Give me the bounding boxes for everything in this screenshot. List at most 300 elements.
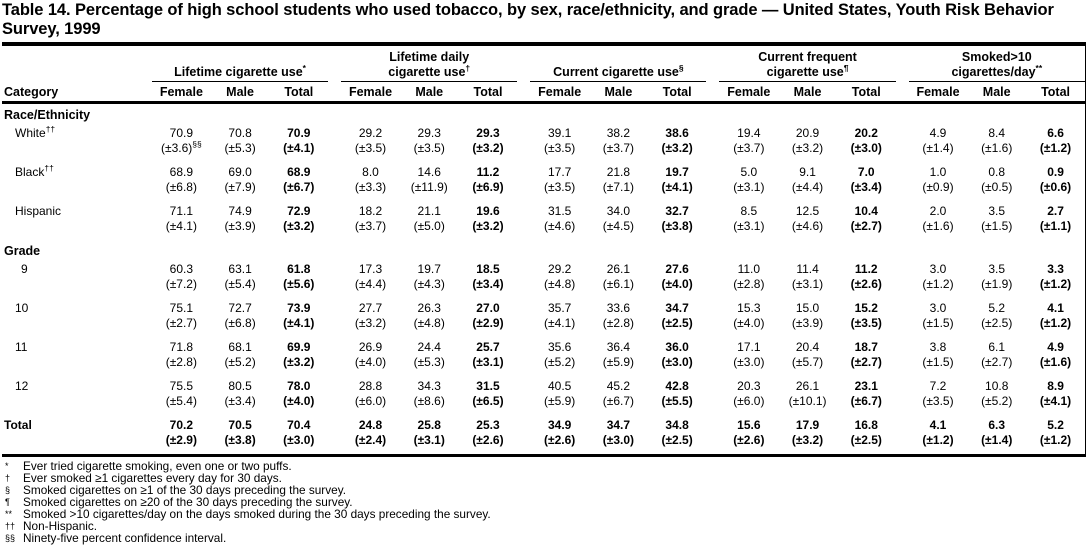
ci-cell: (±5.6) — [283, 277, 315, 292]
ci-cell: (±5.4) — [224, 277, 256, 292]
footnote-marker: * — [5, 461, 9, 472]
value-cell: 20.3 — [737, 379, 761, 394]
value-cell: 26.9 — [358, 340, 383, 355]
ci-cell: (±2.4) — [354, 433, 387, 448]
ci-cell: (±1.2) — [1039, 141, 1072, 156]
footnote-marker: §§ — [5, 533, 16, 544]
sex-header: Total — [459, 82, 518, 103]
column-group-separator — [328, 376, 341, 394]
value-cell: 5.2 — [988, 301, 1006, 316]
column-group-separator — [896, 355, 909, 376]
table-row — [2, 337, 1085, 355]
confidence-interval-row — [2, 180, 1085, 201]
value-cell: 78.0 — [287, 379, 311, 394]
column-group-separator — [328, 394, 341, 415]
ci-cell: (±2.6) — [850, 277, 882, 292]
value-cell: 0.9 — [1047, 165, 1064, 180]
ci-cell: (±2.9) — [165, 433, 197, 448]
column-group-separator — [896, 162, 909, 180]
column-group-separator — [896, 376, 909, 394]
value-cell: 75.1 — [169, 301, 194, 316]
footnote-line — [5, 508, 1086, 520]
ci-cell: (±3.0) — [661, 355, 693, 370]
ci-cell: (±4.6) — [791, 219, 824, 234]
column-group-separator — [896, 415, 909, 433]
value-cell: 18.5 — [476, 262, 500, 277]
ci-cell: (±3.5) — [544, 180, 576, 195]
confidence-interval-row — [2, 316, 1085, 337]
value-cell: 71.1 — [169, 204, 194, 219]
value-cell: 35.6 — [547, 340, 572, 355]
ci-cell: (±2.8) — [733, 277, 765, 292]
value-cell: 1.0 — [929, 165, 947, 180]
category-header: Category — [2, 82, 152, 103]
ci-cell: (±2.5) — [661, 316, 693, 331]
column-group-separator — [706, 415, 719, 433]
footnote-marker: † — [5, 473, 11, 484]
confidence-interval-row — [2, 141, 1085, 162]
ci-cell: (±3.9) — [224, 219, 256, 234]
value-cell: 16.8 — [854, 418, 878, 433]
column-group-separator — [517, 82, 530, 103]
value-cell: 34.3 — [417, 379, 441, 394]
ci-cell: (±2.5) — [850, 433, 882, 448]
value-cell: 26.1 — [606, 262, 631, 277]
ci-cell: (±1.4) — [981, 433, 1013, 448]
column-group-separator — [706, 337, 719, 355]
value-cell: 32.7 — [665, 204, 689, 219]
ci-cell: (±3.9) — [791, 316, 824, 331]
ci-cell: (±4.8) — [544, 277, 576, 292]
ci-cell: (±3.7) — [354, 219, 387, 234]
ci-cell: (±6.8) — [165, 180, 197, 195]
ci-cell: (±1.6) — [981, 141, 1013, 156]
column-group-separator — [896, 316, 909, 337]
table-row — [2, 376, 1085, 394]
ci-cell: (±6.1) — [602, 277, 635, 292]
column-group-label: Smoked>10 cigarettes/day** — [909, 46, 1085, 82]
value-cell: 38.6 — [665, 126, 689, 141]
value-cell: 45.2 — [606, 379, 631, 394]
sex-header: Total — [269, 82, 328, 103]
column-group-label: Lifetime daily cigarette use† — [341, 46, 517, 82]
ci-cell: (±1.2) — [1039, 277, 1072, 292]
ci-cell: (±4.1) — [1039, 394, 1072, 409]
ci-cell: (±2.6) — [472, 433, 504, 448]
value-cell: 34.0 — [606, 204, 631, 219]
ci-cell: (±5.2) — [224, 355, 256, 370]
value-cell: 27.6 — [665, 262, 689, 277]
value-cell: 15.3 — [737, 301, 761, 316]
value-cell: 33.6 — [606, 301, 631, 316]
row-label: 10 — [15, 301, 29, 316]
column-group-separator — [517, 376, 530, 394]
section-header-row — [2, 240, 1085, 259]
value-cell: 21.1 — [417, 204, 441, 219]
ci-cell: (±1.5) — [922, 316, 954, 331]
row-label-spacer — [2, 355, 152, 376]
column-group-separator — [896, 433, 909, 454]
column-group-separator — [517, 433, 530, 454]
ci-cell: (±5.3) — [413, 355, 445, 370]
value-cell: 19.7 — [417, 262, 441, 277]
row-label: Black†† — [15, 163, 54, 180]
column-group-separator — [896, 180, 909, 201]
value-cell: 75.5 — [169, 379, 194, 394]
ci-cell: (±1.2) — [1039, 316, 1072, 331]
row-label: Total — [4, 418, 32, 433]
column-group-separator — [706, 259, 719, 277]
sex-header: Female — [719, 82, 778, 103]
ci-cell: (±3.4) — [224, 394, 256, 409]
value-cell: 19.6 — [476, 204, 500, 219]
column-group-separator — [706, 433, 719, 454]
column-group-separator — [896, 46, 909, 82]
ci-cell: (±4.1) — [544, 316, 576, 331]
ci-cell: (±3.2) — [283, 219, 315, 234]
value-cell: 38.2 — [606, 126, 631, 141]
ci-cell: (±10.1) — [788, 394, 827, 409]
value-cell: 14.6 — [417, 165, 441, 180]
row-label-spacer — [2, 394, 152, 415]
column-group-separator — [517, 180, 530, 201]
value-cell: 15.2 — [854, 301, 878, 316]
ci-cell: (±3.5) — [413, 141, 445, 156]
footnote-text: Smoked cigarettes on ≥1 of the 30 days preceding the survey. — [23, 483, 346, 498]
ci-cell: (±1.1) — [1039, 219, 1072, 234]
row-label: 11 — [15, 340, 28, 355]
sex-header: Male — [400, 82, 459, 103]
sex-header-row — [2, 82, 1085, 103]
confidence-interval-row — [2, 355, 1085, 376]
ci-cell: (±3.0) — [283, 433, 315, 448]
value-cell: 21.8 — [606, 165, 631, 180]
footnote-text: Ever smoked ≥1 cigarettes every day for 30 days. — [23, 471, 282, 486]
column-group-separator — [517, 162, 530, 180]
section-header-row — [2, 103, 1085, 124]
ci-cell: (±1.5) — [981, 219, 1013, 234]
value-cell: 31.5 — [547, 204, 572, 219]
column-group-separator — [896, 394, 909, 415]
value-cell: 70.9 — [169, 126, 194, 141]
column-group-separator — [706, 141, 719, 162]
ci-cell: (±3.4) — [472, 277, 504, 292]
value-cell: 19.7 — [665, 165, 689, 180]
value-cell: 11.2 — [854, 262, 878, 277]
column-group-separator — [896, 123, 909, 141]
column-group-separator — [328, 82, 341, 103]
ci-cell: (±5.3) — [224, 141, 256, 156]
column-group-separator — [517, 259, 530, 277]
column-group-separator — [517, 415, 530, 433]
footnote-marker: †† — [5, 521, 16, 532]
column-group-separator — [517, 201, 530, 219]
footnote-marker: * — [302, 63, 306, 74]
row-label-spacer — [2, 219, 152, 240]
column-group-label: Lifetime cigarette use* — [152, 46, 328, 82]
column-group-separator — [328, 433, 341, 454]
ci-cell: (±4.0) — [661, 277, 693, 292]
ci-cell: (±6.5) — [472, 394, 504, 409]
row-label: Hispanic — [15, 204, 62, 219]
column-group-separator — [706, 123, 719, 141]
ci-cell: (±2.7) — [850, 219, 882, 234]
value-cell: 71.8 — [169, 340, 194, 355]
ci-cell: (±3.1) — [733, 219, 765, 234]
value-cell: 34.7 — [606, 418, 631, 433]
ci-cell: (±5.4) — [165, 394, 197, 409]
ci-cell: (±6.9) — [472, 180, 504, 195]
ci-cell: (±3.2) — [472, 141, 504, 156]
row-label-spacer — [2, 433, 152, 454]
value-cell: 18.2 — [358, 204, 383, 219]
table-row — [2, 259, 1085, 277]
sex-header: Female — [341, 82, 400, 103]
value-cell: 26.1 — [795, 379, 820, 394]
value-cell: 29.2 — [547, 262, 572, 277]
value-cell: 11.2 — [476, 165, 500, 180]
column-group-separator — [517, 141, 530, 162]
ci-cell: (±4.0) — [733, 316, 765, 331]
sex-header: Male — [778, 82, 837, 103]
footnote-marker: †† — [45, 124, 56, 135]
value-cell: 17.3 — [358, 262, 383, 277]
value-cell: 36.0 — [665, 340, 689, 355]
column-group-separator — [328, 162, 341, 180]
ci-cell: (±1.4) — [922, 141, 954, 156]
table-row — [2, 415, 1085, 433]
value-cell: 31.5 — [476, 379, 500, 394]
sex-header: Female — [909, 82, 968, 103]
footnote-marker: § — [678, 63, 684, 74]
ci-cell: (±3.2) — [283, 355, 315, 370]
value-cell: 18.7 — [854, 340, 878, 355]
value-cell: 3.5 — [988, 262, 1006, 277]
ci-cell: (±3.7) — [733, 141, 765, 156]
ci-cell: (±0.6) — [1039, 180, 1072, 195]
footnote-text: Smoked >10 cigarettes/day on the days smoked during the 30 days preceding the survey. — [23, 507, 491, 522]
value-cell: 29.3 — [476, 126, 500, 141]
table-row — [2, 123, 1085, 141]
value-cell: 5.0 — [740, 165, 758, 180]
column-group-separator — [896, 201, 909, 219]
ci-cell: (±11.9) — [410, 180, 448, 195]
ci-cell: (±6.7) — [283, 180, 315, 195]
column-group-separator — [896, 82, 909, 103]
sex-header: Male — [589, 82, 648, 103]
value-cell: 12.5 — [795, 204, 820, 219]
value-cell: 2.0 — [929, 204, 947, 219]
value-cell: 29.3 — [417, 126, 441, 141]
row-label: 9 — [21, 262, 28, 277]
value-cell: 80.5 — [228, 379, 252, 394]
confidence-interval-row — [2, 277, 1085, 298]
footnote-text: Ever tried cigarette smoking, even one or two puffs. — [23, 459, 292, 474]
ci-cell: (±1.2) — [922, 277, 954, 292]
ci-cell: (±2.6) — [544, 433, 576, 448]
sex-header: Total — [837, 82, 896, 103]
sex-header: Female — [152, 82, 211, 103]
value-cell: 34.7 — [665, 301, 689, 316]
row-label-spacer — [2, 316, 152, 337]
table-title: Table 14. Percentage of high school students who used tobacco, by sex, race/ethnicity, and grade — United States, Youth Risk Behavior Survey, 1999 — [2, 1, 1054, 39]
value-cell: 8.9 — [1047, 379, 1064, 394]
column-group-separator — [706, 355, 719, 376]
footnote-marker: § — [5, 485, 11, 496]
ci-cell: (±4.0) — [354, 355, 387, 370]
ci-cell: (±5.9) — [544, 394, 576, 409]
value-cell: 10.4 — [854, 204, 878, 219]
column-group-separator — [896, 277, 909, 298]
ci-cell: (±3.2) — [791, 433, 824, 448]
value-cell: 68.9 — [169, 165, 194, 180]
column-group-separator — [706, 394, 719, 415]
ci-cell: (±4.1) — [283, 141, 315, 156]
column-group-separator — [328, 123, 341, 141]
value-cell: 17.1 — [737, 340, 761, 355]
column-group-separator — [328, 337, 341, 355]
value-cell: 72.7 — [228, 301, 252, 316]
sex-header: Male — [211, 82, 270, 103]
footnote-text: Ninety-five percent confidence interval. — [23, 531, 227, 546]
value-cell: 70.8 — [228, 126, 252, 141]
column-group-separator — [328, 219, 341, 240]
sex-header: Total — [648, 82, 707, 103]
column-group-separator — [706, 298, 719, 316]
ci-cell: (±5.9) — [602, 355, 635, 370]
value-cell: 11.4 — [796, 262, 819, 277]
ci-cell: (±4.8) — [413, 316, 445, 331]
value-cell: 6.3 — [988, 418, 1006, 433]
ci-cell: (±3.1) — [733, 180, 765, 195]
value-cell: 11.0 — [737, 262, 761, 277]
ci-cell: (±0.5) — [981, 180, 1013, 195]
ci-cell: (±5.7) — [791, 355, 824, 370]
column-group-separator — [328, 46, 341, 82]
value-cell: 70.4 — [287, 418, 311, 433]
column-group-separator — [328, 201, 341, 219]
value-cell: 70.5 — [228, 418, 252, 433]
column-group-separator — [517, 298, 530, 316]
value-cell: 4.9 — [929, 126, 947, 141]
ci-cell: (±4.0) — [283, 394, 315, 409]
value-cell: 34.8 — [665, 418, 689, 433]
value-cell: 25.7 — [476, 340, 500, 355]
ci-cell: (±2.7) — [850, 355, 882, 370]
value-cell: 8.0 — [362, 165, 379, 180]
column-group-label: Current frequent cigarette use¶ — [719, 46, 895, 82]
value-cell: 26.3 — [417, 301, 441, 316]
confidence-interval-row — [2, 394, 1085, 415]
row-label-spacer — [2, 180, 152, 201]
row-label: 12 — [15, 379, 29, 394]
value-cell: 20.4 — [795, 340, 820, 355]
value-cell: 69.9 — [287, 340, 311, 355]
group-header-row — [2, 46, 1085, 82]
sex-header: Female — [530, 82, 589, 103]
value-cell: 70.2 — [169, 418, 194, 433]
ci-cell: (±1.6) — [922, 219, 954, 234]
column-group-separator — [517, 394, 530, 415]
column-group-separator — [328, 415, 341, 433]
column-group-separator — [517, 355, 530, 376]
column-group-separator — [517, 46, 530, 82]
column-group-separator — [706, 219, 719, 240]
value-cell: 68.9 — [287, 165, 311, 180]
footnote-line — [5, 532, 1086, 544]
value-cell: 39.1 — [547, 126, 572, 141]
column-group-separator — [706, 46, 719, 82]
footnote-marker: ¶ — [843, 63, 849, 74]
ci-cell: (±4.3) — [413, 277, 445, 292]
ci-cell: (±5.0) — [413, 219, 445, 234]
value-cell: 8.5 — [740, 204, 758, 219]
column-group-separator — [328, 277, 341, 298]
data-table — [2, 46, 1085, 454]
column-group-separator — [706, 376, 719, 394]
ci-cell: (±3.0) — [733, 355, 765, 370]
ci-cell: (±2.5) — [661, 433, 693, 448]
value-cell: 8.4 — [988, 126, 1006, 141]
confidence-interval-row — [2, 433, 1085, 454]
ci-cell: (±3.7) — [602, 141, 635, 156]
value-cell: 7.2 — [929, 379, 947, 394]
table-body — [2, 103, 1085, 455]
ci-cell: (±4.6) — [544, 219, 576, 234]
column-group-separator — [706, 316, 719, 337]
value-cell: 10.8 — [985, 379, 1009, 394]
ci-cell: (±1.5) — [922, 355, 954, 370]
column-group-separator — [706, 82, 719, 103]
ci-cell: (±3.0) — [850, 141, 882, 156]
value-cell: 40.5 — [547, 379, 572, 394]
column-group-separator — [517, 337, 530, 355]
value-cell: 35.7 — [547, 301, 572, 316]
value-cell: 4.9 — [1047, 340, 1064, 355]
table-row — [2, 298, 1085, 316]
sex-header: Male — [967, 82, 1026, 103]
sex-header: Total — [1026, 82, 1085, 103]
value-cell: 25.8 — [417, 418, 441, 433]
footnote-marker: †† — [44, 163, 54, 174]
ci-cell: (±4.1) — [661, 180, 693, 195]
column-group-separator — [706, 201, 719, 219]
ci-cell: (±3.5) — [850, 316, 882, 331]
value-cell: 5.2 — [1047, 418, 1064, 433]
ci-cell: (±2.5) — [981, 316, 1013, 331]
ci-cell: (±3.5) — [544, 141, 576, 156]
row-label-spacer — [2, 141, 152, 162]
value-cell: 29.2 — [358, 126, 383, 141]
footnote-text: Non-Hispanic. — [23, 519, 98, 534]
section-header: Grade — [4, 244, 41, 259]
value-cell: 15.6 — [737, 418, 761, 433]
value-cell: 24.4 — [417, 340, 441, 355]
column-group-separator — [896, 219, 909, 240]
value-cell: 3.5 — [988, 204, 1006, 219]
ci-cell: (±3.5) — [354, 141, 387, 156]
ci-cell: (±2.8) — [165, 355, 197, 370]
ci-cell: (±3.2) — [472, 219, 504, 234]
value-cell: 34.9 — [547, 418, 572, 433]
value-cell: 17.9 — [795, 418, 820, 433]
ci-cell: (±3.8) — [661, 219, 693, 234]
ci-cell: (±2.8) — [602, 316, 635, 331]
ci-cell: (±4.4) — [791, 180, 824, 195]
footnote-marker: ** — [1035, 63, 1043, 74]
value-cell: 27.0 — [476, 301, 500, 316]
value-cell: 6.1 — [988, 340, 1006, 355]
